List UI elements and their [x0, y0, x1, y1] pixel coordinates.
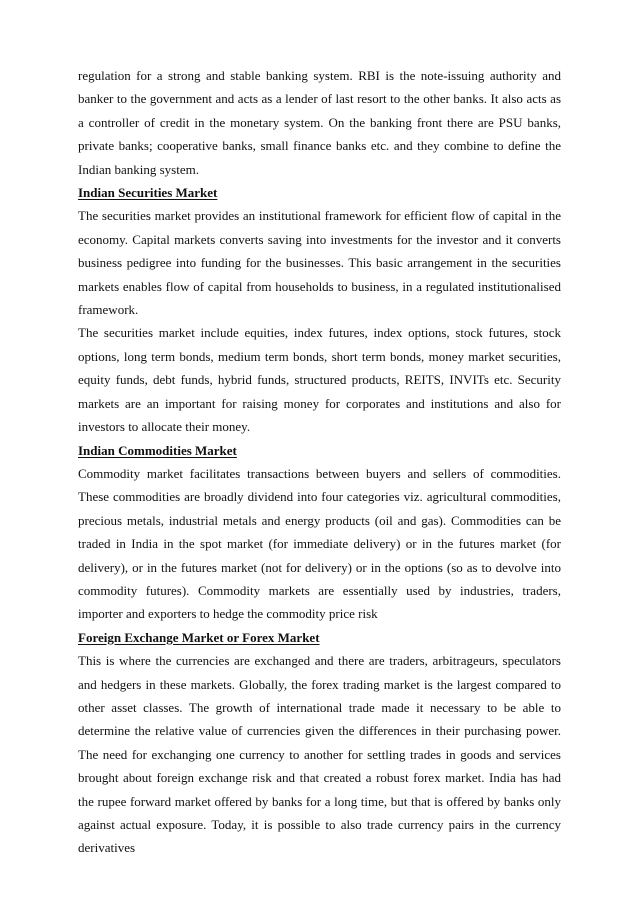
heading-indian-securities-market: Indian Securities Market	[78, 185, 218, 201]
heading-indian-commodities-market: Indian Commodities Market	[78, 442, 237, 458]
paragraph-commodities: Commodity market facilitates transactions between buyers and sellers of commodities. These commodities are broadly dividend into four categories viz. agricultural commodities, precious metals, industrial metals and energy products (oil and gas). Commodities can be traded in India in the spot market (for immediate delivery) or in the futures market (for delivery), or in the futures market (not for delivery) or in the options (so as to devolve into commodity futures). Commodity markets are essentially used by industries, traders, importer and exporters to hedge the commodity price risk	[78, 465, 561, 622]
document-page	[78, 64, 561, 860]
paragraph-forex: This is where the currencies are exchanged and there are traders, arbitrageurs, speculators and hedgers in these markets. Globally, the forex trading market is the largest compared to other asset classes. The growth of international trade made it necessary to be able to determine the relative value of currencies given the differences in their purchasing power. The need for exchanging one currency to another for settling trades in goods and services brought about foreign exchange risk and that created a robust forex market. India has had the rupee forward market offered by banks for a long time, but that is offered by banks only against actual exposure. Today, it is possible to also trade currency pairs in the currency derivatives	[78, 653, 561, 856]
heading-forex-market: Foreign Exchange Market or Forex Market	[78, 629, 320, 645]
paragraph-securities-instruments: The securities market include equities, index futures, index options, stock futures, stock options, long term bonds, medium term bonds, short term bonds, money market securities, equity funds, debt funds, hybrid funds, structured products, REITS, INVITs etc. Security markets are an important for raising money for corporates and institutions and also for investors to allocate their money.	[78, 325, 561, 435]
paragraph-banking-system: regulation for a strong and stable banking system. RBI is the note-issuing authority and banker to the government and acts as a lender of last resort to the other banks. It also acts as a controller of credit in the monetary system. On the banking front there are PSU banks, private banks; cooperative banks, small finance banks etc. and they combine to define the Indian banking system.	[78, 68, 561, 177]
paragraph-securities-framework: The securities market provides an institutional framework for efficient flow of capital in the economy. Capital markets converts saving into investments for the investor and it converts business pedigree into funding for the businesses. This basic arrangement in the securities markets enables flow of capital from households to business, in a regulated institutionalised framework.	[78, 208, 561, 318]
